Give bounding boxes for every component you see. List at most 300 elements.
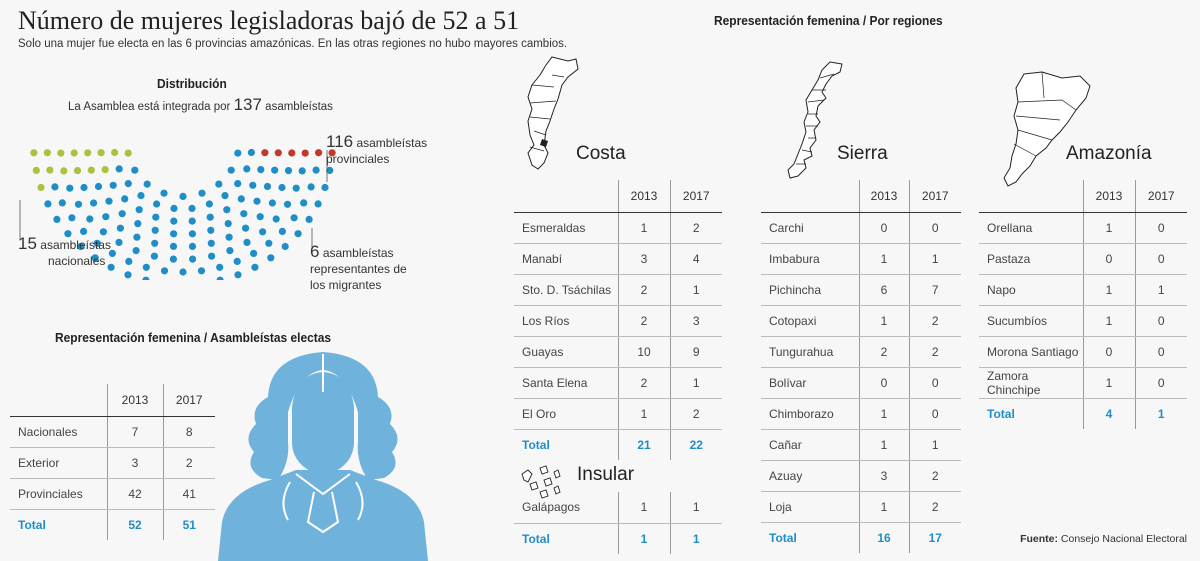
cell-value: 1 xyxy=(1083,274,1135,305)
total-label: Total xyxy=(987,406,1015,421)
seat-provinciales xyxy=(153,200,160,207)
seat-provinciales xyxy=(160,190,167,197)
table-row xyxy=(761,305,961,336)
seat-provinciales xyxy=(271,167,278,174)
seat-provinciales xyxy=(161,267,168,274)
cell-value: 1 xyxy=(670,367,722,398)
row-label: Napo xyxy=(979,274,1083,305)
seat-provinciales xyxy=(257,166,264,173)
column-header: 2013 xyxy=(107,384,163,416)
nacionales-number: 15 xyxy=(18,234,37,253)
distribution-intro xyxy=(68,95,333,115)
seat-provinciales xyxy=(198,267,205,274)
cell-value: 6 xyxy=(859,274,909,305)
total-value: 1 xyxy=(692,531,700,546)
seat-provinciales xyxy=(243,165,250,172)
row-label: Orellana xyxy=(979,212,1083,243)
seat-provinciales xyxy=(291,214,298,221)
seat-nacionales xyxy=(33,167,40,174)
cell-value: 1 xyxy=(909,429,961,460)
seat-provinciales xyxy=(100,228,107,235)
seat-provinciales xyxy=(90,199,97,206)
total-value: 52 xyxy=(107,509,163,540)
page-subtitle: Solo una mujer fue electa en las 6 provincias amazónicas. En las otras regiones no hubo mayores cambios. xyxy=(18,38,568,50)
seat-nacionales xyxy=(60,167,67,174)
seat-provinciales xyxy=(133,247,140,254)
table-row xyxy=(761,491,961,522)
table-header-row xyxy=(761,180,961,212)
seat-nacionales xyxy=(46,167,53,174)
cell-value: 1 xyxy=(670,492,722,523)
seat-provinciales xyxy=(124,271,131,278)
cell-value: 7 xyxy=(909,274,961,305)
seat-migrantes xyxy=(302,150,309,157)
seat-provinciales xyxy=(206,200,213,207)
seat-provinciales xyxy=(188,205,195,212)
seat-provinciales xyxy=(133,234,140,241)
seat-provinciales xyxy=(152,227,159,234)
seat-provinciales xyxy=(278,184,285,191)
cell-value: 0 xyxy=(1083,243,1135,274)
row-label: Cotopaxi xyxy=(761,305,859,336)
header-empty-cell xyxy=(979,180,1083,212)
table-row xyxy=(761,243,961,274)
row-label: Provinciales xyxy=(10,478,107,509)
cell-value: 3 xyxy=(670,305,722,336)
seat-provinciales xyxy=(189,230,196,237)
table-header-row xyxy=(514,180,722,212)
seat-provinciales xyxy=(80,184,87,191)
table-row xyxy=(979,367,1187,398)
table-row xyxy=(761,398,961,429)
seat-provinciales xyxy=(44,200,51,207)
cell-value: 0 xyxy=(1135,243,1187,274)
row-label: Galápagos xyxy=(514,492,618,523)
cell-value: 1 xyxy=(1135,274,1187,305)
seat-provinciales xyxy=(282,243,289,250)
seat-provinciales xyxy=(125,180,132,187)
row-label: Zamora Chinchipe xyxy=(979,367,1083,398)
seat-provinciales xyxy=(269,199,276,206)
seat-provinciales xyxy=(238,195,245,202)
table-row xyxy=(10,447,215,478)
seat-provinciales xyxy=(240,210,247,217)
column-header: 2017 xyxy=(909,180,961,212)
seat-provinciales xyxy=(170,230,177,237)
seat-provinciales xyxy=(121,195,128,202)
seat-provinciales xyxy=(315,200,322,207)
cell-value: 0 xyxy=(909,367,961,398)
row-label: Guayas xyxy=(514,336,618,367)
seat-provinciales xyxy=(189,243,196,250)
seat-provinciales xyxy=(117,225,124,232)
cell-value: 7 xyxy=(107,416,163,447)
table-total-row xyxy=(761,522,961,553)
seat-provinciales xyxy=(295,230,302,237)
seat-provinciales xyxy=(143,264,150,271)
table-row xyxy=(979,336,1187,367)
cell-value: 2 xyxy=(618,305,670,336)
column-header: 2013 xyxy=(1083,180,1135,212)
total-value: 21 xyxy=(618,429,670,460)
seat-provinciales xyxy=(273,215,280,222)
migrantes-line2: representantes de xyxy=(310,262,407,276)
seat-provinciales xyxy=(234,271,241,278)
table-total-row xyxy=(514,523,722,554)
total-value: 4 xyxy=(1083,398,1135,429)
cell-value: 3 xyxy=(618,243,670,274)
seat-provinciales xyxy=(265,240,272,247)
seat-provinciales xyxy=(234,258,241,265)
row-label: Chimborazo xyxy=(761,398,859,429)
intro-number: 137 xyxy=(233,95,262,114)
seat-provinciales xyxy=(136,206,143,213)
seat-provinciales xyxy=(59,199,66,206)
seat-nacionales xyxy=(37,184,44,191)
row-label: Esmeraldas xyxy=(514,212,618,243)
table-total-row xyxy=(979,398,1187,429)
cell-value: 2 xyxy=(670,398,722,429)
seat-provinciales xyxy=(207,227,214,234)
table-row xyxy=(761,212,961,243)
seat-provinciales xyxy=(225,220,232,227)
cell-value: 1 xyxy=(618,492,670,523)
row-label: Azuay xyxy=(761,460,859,491)
seat-provinciales xyxy=(284,201,291,208)
seat-nacionales xyxy=(84,149,91,156)
seat-provinciales xyxy=(257,213,264,220)
table-amazonia xyxy=(979,180,1187,429)
seat-provinciales xyxy=(137,192,144,199)
intro-before: La Asamblea está integrada por xyxy=(68,101,231,113)
seat-provinciales xyxy=(248,149,255,156)
seat-provinciales xyxy=(264,183,271,190)
row-label: Sucumbíos xyxy=(979,305,1083,336)
seat-provinciales xyxy=(80,228,87,235)
cell-value: 1 xyxy=(859,398,909,429)
seat-provinciales xyxy=(179,193,186,200)
table-row xyxy=(514,212,722,243)
cell-value: 1 xyxy=(1083,212,1135,243)
table-header-row xyxy=(979,180,1187,212)
seat-provinciales xyxy=(217,277,224,280)
cell-value: 0 xyxy=(1135,305,1187,336)
seat-provinciales xyxy=(110,182,117,189)
seat-provinciales xyxy=(142,277,149,280)
seat-provinciales xyxy=(144,181,151,188)
annotation-provinciales xyxy=(326,134,427,167)
source-text: Consejo Nacional Electoral xyxy=(1060,533,1187,545)
total-value: 17 xyxy=(928,530,942,545)
cell-value: 2 xyxy=(859,336,909,367)
seat-provinciales xyxy=(170,243,177,250)
cell-value: 0 xyxy=(1083,336,1135,367)
seat-provinciales xyxy=(151,253,158,260)
nacionales-line1: asambleístas xyxy=(40,238,111,252)
sierra-map-icon xyxy=(786,60,852,184)
total-label: Total xyxy=(522,437,550,452)
seat-provinciales xyxy=(115,239,122,246)
row-label: Exterior xyxy=(10,447,107,478)
row-label: Loja xyxy=(761,491,859,522)
table-row xyxy=(10,478,215,509)
amazonia-label: Amazonía xyxy=(1066,143,1152,164)
cell-value: 9 xyxy=(670,336,722,367)
seat-migrantes xyxy=(275,149,282,156)
migrantes-number: 6 xyxy=(310,242,320,261)
seat-provinciales xyxy=(251,264,258,271)
table-row xyxy=(514,243,722,274)
cell-value: 1 xyxy=(670,274,722,305)
regions-heading: Representación femenina / Por regiones xyxy=(714,13,943,28)
cell-value: 41 xyxy=(163,478,215,509)
cell-value: 0 xyxy=(1135,336,1187,367)
table-row xyxy=(761,336,961,367)
cell-value: 0 xyxy=(859,367,909,398)
row-label: Cañar xyxy=(761,429,859,460)
annotation-nacionales xyxy=(18,236,111,269)
cell-value: 0 xyxy=(909,212,961,243)
provinciales-number: 116 xyxy=(326,132,354,151)
seat-provinciales xyxy=(208,253,215,260)
table-row xyxy=(979,305,1187,336)
row-label: Bolívar xyxy=(761,367,859,398)
table-row xyxy=(514,398,722,429)
seat-migrantes xyxy=(288,149,295,156)
seat-provinciales xyxy=(86,215,93,222)
row-label: Pastaza xyxy=(979,243,1083,274)
seat-provinciales xyxy=(243,239,250,246)
table-row xyxy=(761,367,961,398)
sierra-outline xyxy=(788,62,842,178)
seat-nacionales xyxy=(98,149,105,156)
cell-value: 1 xyxy=(859,429,909,460)
seat-provinciales xyxy=(216,264,223,271)
seat-migrantes xyxy=(315,149,322,156)
seat-provinciales xyxy=(116,165,123,172)
table-total-row xyxy=(10,509,215,540)
cell-value: 1 xyxy=(859,243,909,274)
seat-provinciales xyxy=(151,240,158,247)
intro-after: asambleístas xyxy=(265,101,333,113)
seat-nacionales xyxy=(111,149,118,156)
seat-nacionales xyxy=(88,167,95,174)
seat-nacionales xyxy=(125,150,132,157)
cell-value: 0 xyxy=(1135,212,1187,243)
seat-nacionales xyxy=(74,167,81,174)
table-row xyxy=(979,274,1187,305)
row-label: Tungurahua xyxy=(761,336,859,367)
table-row xyxy=(514,492,722,523)
seat-provinciales xyxy=(207,214,214,221)
table-row xyxy=(761,460,961,491)
cell-value: 2 xyxy=(163,447,215,478)
seat-provinciales xyxy=(226,247,233,254)
seat-provinciales xyxy=(131,167,138,174)
table-total-row xyxy=(514,429,722,460)
seat-provinciales xyxy=(221,192,228,199)
annotation-migrantes xyxy=(310,244,407,293)
cell-value: 1 xyxy=(859,491,909,522)
seat-provinciales xyxy=(189,256,196,263)
table-electas xyxy=(10,384,215,540)
total-value: 22 xyxy=(689,437,703,452)
column-header: 2017 xyxy=(1135,180,1187,212)
page-title: Número de mujeres legisladoras bajó de 52 a 51 xyxy=(18,6,520,35)
cell-value: 3 xyxy=(107,447,163,478)
cell-value: 2 xyxy=(670,212,722,243)
row-label: El Oro xyxy=(514,398,618,429)
seat-provinciales xyxy=(119,210,126,217)
seat-provinciales xyxy=(51,183,58,190)
seat-provinciales xyxy=(300,199,307,206)
costa-label: Costa xyxy=(576,143,626,164)
cell-value: 42 xyxy=(107,478,163,509)
sierra-label: Sierra xyxy=(837,143,888,164)
row-label: Morona Santiago xyxy=(979,336,1083,367)
table-row xyxy=(514,336,722,367)
distribution-heading: Distribución xyxy=(157,76,227,91)
seat-provinciales xyxy=(189,218,196,225)
electas-heading: Representación femenina / Asambleístas electas xyxy=(55,330,332,345)
column-header: 2017 xyxy=(670,180,722,212)
seat-nacionales xyxy=(102,166,109,173)
cell-value: 2 xyxy=(909,460,961,491)
seat-provinciales xyxy=(215,181,222,188)
cell-value: 2 xyxy=(618,274,670,305)
seat-provinciales xyxy=(306,216,313,223)
seat-nacionales xyxy=(30,149,37,156)
cell-value: 8 xyxy=(163,416,215,447)
table-header-row xyxy=(10,384,215,416)
total-value: 51 xyxy=(182,517,196,532)
migrantes-line1: asambleístas xyxy=(322,246,394,260)
cell-value: 0 xyxy=(1135,367,1187,398)
cell-value: 4 xyxy=(670,243,722,274)
seat-provinciales xyxy=(179,268,186,275)
table-sierra xyxy=(761,180,961,553)
migrantes-line3: los migrantes xyxy=(310,278,382,292)
cell-value: 2 xyxy=(618,367,670,398)
seat-provinciales xyxy=(249,182,256,189)
woman-figure-illustration xyxy=(218,352,428,561)
cell-value: 1 xyxy=(859,305,909,336)
seat-provinciales xyxy=(198,190,205,197)
table-row xyxy=(514,274,722,305)
table-row xyxy=(979,243,1187,274)
header-empty-cell xyxy=(761,180,859,212)
source-label: Fuente: xyxy=(1020,533,1058,545)
amazonia-map-icon xyxy=(1002,70,1092,190)
table-row xyxy=(514,367,722,398)
amazonia-outline xyxy=(1004,72,1090,186)
row-label: Santa Elena xyxy=(514,367,618,398)
nacionales-line2: nacionales xyxy=(48,254,106,268)
seat-nacionales xyxy=(71,149,78,156)
table-row xyxy=(979,212,1187,243)
seat-provinciales xyxy=(95,183,102,190)
seat-provinciales xyxy=(313,167,320,174)
seat-provinciales xyxy=(279,228,286,235)
cell-value: 0 xyxy=(859,212,909,243)
table-row xyxy=(761,274,961,305)
seat-nacionales xyxy=(57,150,64,157)
seat-provinciales xyxy=(170,218,177,225)
source-note xyxy=(1020,533,1187,545)
seat-provinciales xyxy=(53,216,60,223)
cell-value: 1 xyxy=(1083,305,1135,336)
row-label: Manabí xyxy=(514,243,618,274)
insular-label: Insular xyxy=(577,464,635,485)
seat-provinciales xyxy=(125,258,132,265)
seat-provinciales xyxy=(250,250,257,257)
row-label: Sto. D. Tsáchilas xyxy=(514,274,618,305)
seat-provinciales xyxy=(234,180,241,187)
cell-value: 3 xyxy=(859,460,909,491)
header-empty-cell xyxy=(514,180,618,212)
seat-provinciales xyxy=(102,213,109,220)
seat-provinciales xyxy=(68,214,75,221)
total-value: 1 xyxy=(1157,406,1165,421)
cell-value: 10 xyxy=(618,336,670,367)
provinciales-line2: provinciales xyxy=(326,152,390,166)
seat-provinciales xyxy=(134,220,141,227)
seat-provinciales xyxy=(285,167,292,174)
column-header: 2013 xyxy=(859,180,909,212)
table-row xyxy=(10,416,215,447)
seat-provinciales xyxy=(152,214,159,221)
table-row xyxy=(514,305,722,336)
seat-provinciales xyxy=(170,205,177,212)
seat-provinciales xyxy=(66,185,73,192)
row-label: Los Ríos xyxy=(514,305,618,336)
cell-value: 0 xyxy=(909,398,961,429)
seat-provinciales xyxy=(105,198,112,205)
seat-provinciales xyxy=(170,256,177,263)
cell-value: 1 xyxy=(618,398,670,429)
seat-provinciales xyxy=(208,240,215,247)
seat-provinciales xyxy=(234,150,241,157)
row-label: Nacionales xyxy=(10,416,107,447)
seat-provinciales xyxy=(267,254,274,261)
total-label: Total xyxy=(769,530,797,545)
table-insular xyxy=(514,492,722,554)
seat-provinciales xyxy=(228,167,235,174)
figure-body xyxy=(218,470,428,561)
total-value: 1 xyxy=(618,523,670,554)
provinciales-line1: asambleístas xyxy=(356,136,428,150)
cell-value: 1 xyxy=(618,212,670,243)
seat-provinciales xyxy=(293,185,300,192)
seat-migrantes xyxy=(261,149,268,156)
seat-provinciales xyxy=(308,183,315,190)
cell-value: 2 xyxy=(909,305,961,336)
seat-nacionales xyxy=(44,149,51,156)
costa-map-icon xyxy=(524,55,580,175)
cell-value: 2 xyxy=(909,336,961,367)
header-empty-cell xyxy=(10,384,107,416)
cell-value: 2 xyxy=(909,491,961,522)
seat-provinciales xyxy=(75,201,82,208)
table-row xyxy=(761,429,961,460)
total-label: Total xyxy=(18,517,46,532)
seat-provinciales xyxy=(226,234,233,241)
costa-outline xyxy=(528,57,578,169)
seat-provinciales xyxy=(223,206,230,213)
column-header: 2017 xyxy=(163,384,215,416)
row-label: Carchi xyxy=(761,212,859,243)
column-header: 2013 xyxy=(618,180,670,212)
